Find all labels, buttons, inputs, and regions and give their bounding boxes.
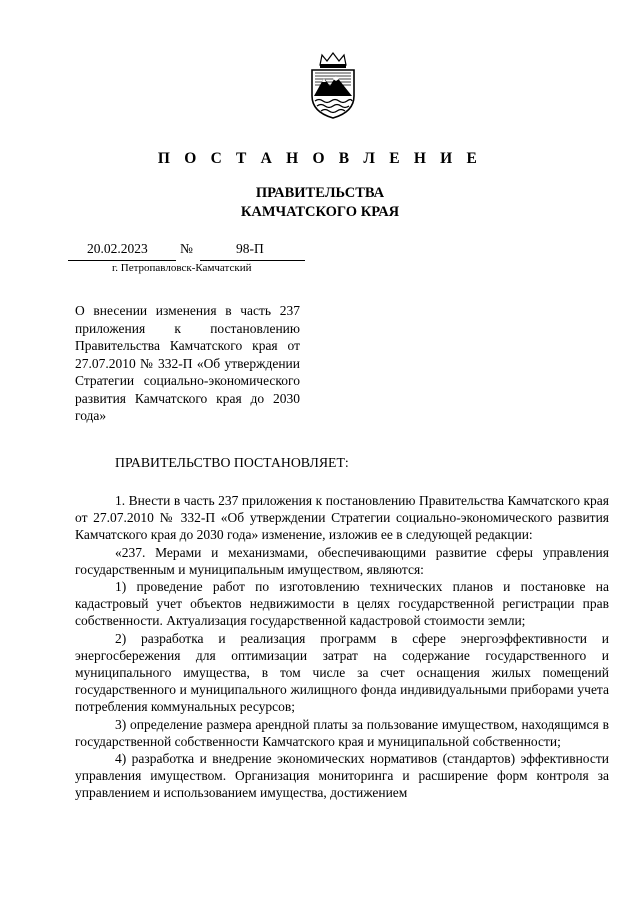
document-subject: О внесении изменения в часть 237 приложения к постановлению Правительства Камчатского края от 27.07.2010 № 332-П «Об утверждении Стратегии социально-экономического развития Камчатского края до 2030 года» <box>75 303 300 423</box>
body-paragraph: 1) проведение работ по изготовлению технических планов и постановке на кадастровый учет объектов недвижимости в целях государственной регистрации прав собственности. Актуализация государственной кадастровой стоимости земли; <box>75 579 609 629</box>
number-sign: № <box>180 241 193 256</box>
date-underline <box>68 260 176 261</box>
document-body <box>75 492 609 802</box>
body-paragraph: 1. Внести в часть 237 приложения к постановлению Правительства Камчатского края от 27.07.2010 № 332-П «Об утверждении Стратегии социально-экономического развития Камчатского края до 2030 года» изменение, изложив ее в следующей редакции: <box>75 493 609 543</box>
body-paragraph: 2) разработка и реализация программ в сфере энергоэффективности и энергосбережения для оптимизации затрат на содержание государственного и муниципального имущества, в том числе за счет оснащения жилых помещений государственного и муниципального жилищного фонда индивидуальными приборами учета потребления коммунальных ресурсов; <box>75 630 609 715</box>
resolution-heading: ПРАВИТЕЛЬСТВО ПОСТАНОВЛЯЕТ: <box>115 455 349 470</box>
body-paragraph: 4) разработка и внедрение экономических нормативов (стандартов) эффективности управления имуществом. Организация мониторинга и расширение форм контроля за управлением и использованием имущества, достижением <box>75 751 609 801</box>
body-paragraph: «237. Мерами и механизмами, обеспечивающими развитие сферы управления государственным и муниципальным имуществом, являются: <box>75 544 609 577</box>
number-underline <box>200 260 305 261</box>
document-type-title: П О С Т А Н О В Л Е Н И Е <box>157 150 483 167</box>
document-number: 98-П <box>236 241 264 256</box>
coat-of-arms-emblem <box>306 52 360 120</box>
issuing-body-line1: ПРАВИТЕЛЬСТВА <box>255 185 385 201</box>
body-paragraph: 3) определение размера арендной платы за пользование имуществом, находящимся в государственной собственности Камчатского края и муниципальной собственности; <box>75 716 609 749</box>
city-name: г. Петропавловск-Камчатский <box>112 262 252 274</box>
issuing-body-line2: КАМЧАТСКОГО КРАЯ <box>240 204 400 220</box>
document-date: 20.02.2023 <box>87 241 148 256</box>
